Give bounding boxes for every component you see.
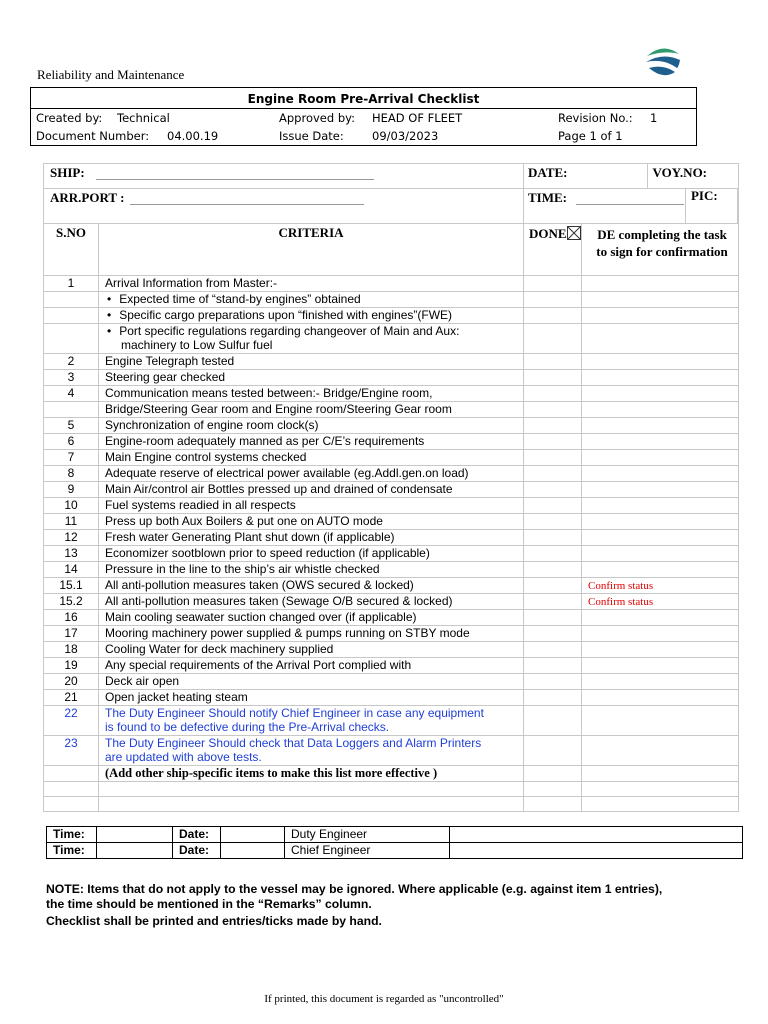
done-tick-cell[interactable] xyxy=(524,354,582,370)
voyage-number-label: VOY.NO: xyxy=(652,165,708,180)
blank-criteria-cell[interactable] xyxy=(99,797,524,812)
engineer-sign-cell[interactable] xyxy=(582,354,739,370)
engineer-sign-cell[interactable] xyxy=(582,546,739,562)
signature-row xyxy=(47,827,743,843)
column-header-de-confirmation: DE completing the task to sign for confirmation xyxy=(582,224,739,276)
engineer-sign-cell[interactable] xyxy=(582,276,739,292)
done-tick-cell[interactable] xyxy=(524,736,582,766)
done-tick-cell[interactable] xyxy=(524,514,582,530)
engineer-sign-cell[interactable] xyxy=(582,766,739,782)
checklist-row xyxy=(44,386,739,402)
engineer-sign-cell[interactable] xyxy=(582,514,739,530)
item-criteria xyxy=(99,514,524,530)
signature-time-field[interactable] xyxy=(97,843,173,859)
done-tick-cell[interactable] xyxy=(524,276,582,292)
created-by-value: Technical xyxy=(117,111,170,125)
ship-label: SHIP: xyxy=(50,165,85,180)
blank-number-cell[interactable] xyxy=(44,782,99,797)
engineer-sign-cell[interactable] xyxy=(582,610,739,626)
item-number: 11 xyxy=(44,514,99,530)
signature-time-label: Time: xyxy=(47,827,97,843)
checklist-row xyxy=(44,370,739,386)
engineer-sign-cell[interactable] xyxy=(582,498,739,514)
item-criteria xyxy=(99,706,524,736)
engineer-sign-cell[interactable] xyxy=(582,690,739,706)
criteria-text: Main Air/control air Bottles pressed up and drained of condensate xyxy=(105,482,453,496)
add-items-note: (Add other ship-specific items to make this list more effective ) xyxy=(99,766,524,782)
checklist-row xyxy=(44,292,739,308)
issue-date-value: 09/03/2023 xyxy=(372,129,439,143)
item-number xyxy=(44,402,99,418)
item-number: 15.2 xyxy=(44,594,99,610)
checklist-row xyxy=(44,610,739,626)
item-criteria xyxy=(99,482,524,498)
signature-time-label: Time: xyxy=(47,843,97,859)
checklist-row xyxy=(44,674,739,690)
done-tick-cell[interactable] xyxy=(524,562,582,578)
item-number: 13 xyxy=(44,546,99,562)
engineer-sign-cell[interactable] xyxy=(582,292,739,308)
item-criteria xyxy=(99,308,524,324)
engineer-sign-cell[interactable] xyxy=(582,370,739,386)
item-criteria xyxy=(99,370,524,386)
item-number xyxy=(44,324,99,354)
done-tick-cell[interactable] xyxy=(524,594,582,610)
criteria-text: Press up both Aux Boilers & put one on AUTO mode xyxy=(105,514,383,528)
criteria-text: All anti-pollution measures taken (OWS secured & locked) xyxy=(105,578,414,592)
confirm-status-remark: Confirm status xyxy=(588,596,654,608)
done-tick-cell[interactable] xyxy=(524,674,582,690)
checklist-row xyxy=(44,324,739,354)
item-number: 4 xyxy=(44,386,99,402)
engineer-sign-cell[interactable] xyxy=(582,308,739,324)
time-field[interactable] xyxy=(576,204,684,205)
item-number: 21 xyxy=(44,690,99,706)
created-by-label: Created by: xyxy=(36,111,103,125)
checklist-row xyxy=(44,706,739,736)
item-number: 5 xyxy=(44,418,99,434)
item-number: 12 xyxy=(44,530,99,546)
item-criteria xyxy=(99,736,524,766)
checklist-row xyxy=(44,658,739,674)
signature-field[interactable] xyxy=(450,843,743,859)
engineer-sign-cell[interactable] xyxy=(582,736,739,766)
uncontrolled-document-footer: If printed, this document is regarded as "uncontrolled" xyxy=(264,993,504,1005)
item-number: 22 xyxy=(44,706,99,736)
arrival-port-label: ARR.PORT : xyxy=(50,190,125,205)
checklist-row xyxy=(44,498,739,514)
engineer-sign-cell[interactable] xyxy=(582,418,739,434)
criteria-text: Adequate reserve of electrical power available (eg.Addl.gen.on load) xyxy=(105,466,469,480)
done-tick-cell[interactable] xyxy=(524,370,582,386)
blank-number-cell[interactable] xyxy=(44,797,99,812)
criteria-text: Engine Telegraph tested xyxy=(105,354,235,368)
checklist-row xyxy=(44,626,739,642)
checklist-row xyxy=(44,482,739,498)
criteria-text: • Port specific regulations regarding changeover of Main and Aux: xyxy=(105,324,523,338)
done-tick-cell[interactable] xyxy=(524,797,582,812)
document-title: Engine Room Pre-Arrival Checklist xyxy=(247,92,480,106)
criteria-text: Fuel systems readied in all respects xyxy=(105,498,296,512)
checklist-row xyxy=(44,514,739,530)
done-tick-cell[interactable] xyxy=(524,324,582,354)
done-tick-cell[interactable] xyxy=(524,434,582,450)
done-tick-cell[interactable] xyxy=(524,766,582,782)
criteria-text: • Expected time of “stand-by engines” obtained xyxy=(105,292,523,306)
criteria-text: Deck air open xyxy=(105,674,180,688)
item-criteria xyxy=(99,324,524,354)
checklist-table xyxy=(43,163,739,812)
engineer-sign-cell[interactable] xyxy=(582,450,739,466)
company-logo-icon xyxy=(645,42,681,78)
engineer-sign-cell[interactable] xyxy=(582,626,739,642)
column-header-sno: S.NO xyxy=(44,224,99,276)
revision-value: 1 xyxy=(650,111,658,125)
engineer-sign-cell[interactable] xyxy=(582,386,739,402)
item-number: 10 xyxy=(44,498,99,514)
checklist-row xyxy=(44,418,739,434)
checklist-row xyxy=(44,642,739,658)
item-criteria xyxy=(99,418,524,434)
checkbox-icon xyxy=(567,226,581,240)
engineer-sign-cell[interactable] xyxy=(582,434,739,450)
engineer-sign-cell[interactable] xyxy=(582,658,739,674)
note-line-1: NOTE: Items that do not apply to the vessel may be ignored. Where applicable (e.g. against item 1 entries), xyxy=(46,882,663,896)
signature-time-field[interactable] xyxy=(97,827,173,843)
criteria-text: Mooring machinery power supplied & pumps running on STBY mode xyxy=(105,626,470,640)
criteria-text-continued: is found to be defective during the Pre-Arrival checks. xyxy=(105,720,390,734)
checklist-row xyxy=(44,276,739,292)
blank-row xyxy=(44,782,739,797)
approved-by-label: Approved by: xyxy=(279,111,355,125)
item-criteria xyxy=(99,594,524,610)
criteria-text: • Specific cargo preparations upon “finished with engines”(FWE) xyxy=(105,308,523,322)
item-number: 8 xyxy=(44,466,99,482)
column-header-criteria: CRITERIA xyxy=(99,224,524,276)
note-line-2: the time should be mentioned in the “Remarks” column. xyxy=(46,897,372,911)
item-number: 15.1 xyxy=(44,578,99,594)
item-criteria xyxy=(99,578,524,594)
checklist-row xyxy=(44,736,739,766)
done-tick-cell[interactable] xyxy=(524,610,582,626)
add-items-row xyxy=(44,766,739,782)
item-criteria xyxy=(99,434,524,450)
signature-date-field[interactable] xyxy=(221,827,285,843)
item-criteria xyxy=(99,530,524,546)
item-number: 19 xyxy=(44,658,99,674)
column-header-done: DONE xyxy=(529,226,567,241)
pic-label: PIC: xyxy=(690,188,718,203)
header-divider xyxy=(31,108,696,109)
checklist-row xyxy=(44,308,739,324)
engineer-sign-cell[interactable] xyxy=(582,324,739,354)
checklist-row xyxy=(44,578,739,594)
item-number: 23 xyxy=(44,736,99,766)
revision-label: Revision No.: xyxy=(558,111,633,125)
criteria-text: Arrival Information from Master:- xyxy=(105,276,278,290)
criteria-text: Main cooling seawater suction changed over (if applicable) xyxy=(105,610,417,624)
signature-role: Chief Engineer xyxy=(285,843,450,859)
done-tick-cell[interactable] xyxy=(524,782,582,797)
document-number-label: Document Number: xyxy=(36,129,150,143)
time-label: TIME: xyxy=(528,190,568,205)
checklist-row xyxy=(44,402,739,418)
engineer-sign-cell[interactable] xyxy=(582,530,739,546)
done-tick-cell[interactable] xyxy=(524,466,582,482)
checklist-row xyxy=(44,546,739,562)
checklist-row xyxy=(44,562,739,578)
criteria-text: Open jacket heating steam xyxy=(105,690,248,704)
item-number: 9 xyxy=(44,482,99,498)
item-number: 16 xyxy=(44,610,99,626)
item-criteria xyxy=(99,658,524,674)
blank-criteria-cell[interactable] xyxy=(99,782,524,797)
note-line-3: Checklist shall be printed and entries/ticks made by hand. xyxy=(46,914,382,928)
item-criteria xyxy=(99,498,524,514)
done-tick-cell[interactable] xyxy=(524,386,582,402)
checklist-row xyxy=(44,466,739,482)
criteria-text: Steering gear checked xyxy=(105,370,226,384)
ship-field[interactable] xyxy=(96,179,374,180)
engineer-sign-cell[interactable] xyxy=(582,797,739,812)
done-tick-cell[interactable] xyxy=(524,706,582,736)
done-tick-cell[interactable] xyxy=(524,546,582,562)
criteria-text: Economizer sootblown prior to speed reduction (if applicable) xyxy=(105,546,430,560)
engineer-sign-cell[interactable] xyxy=(582,782,739,797)
signature-date-field[interactable] xyxy=(221,843,285,859)
signature-date-label: Date: xyxy=(173,843,221,859)
criteria-text-continued: machinery to Low Sulfur fuel xyxy=(121,338,273,352)
checklist-row xyxy=(44,354,739,370)
signature-role: Duty Engineer xyxy=(285,827,450,843)
checklist-row xyxy=(44,450,739,466)
page-number: Page 1 of 1 xyxy=(558,129,623,143)
criteria-text: Fresh water Generating Plant shut down (if applicable) xyxy=(105,530,395,544)
item-number: 3 xyxy=(44,370,99,386)
item-criteria xyxy=(99,626,524,642)
done-tick-cell[interactable] xyxy=(524,292,582,308)
item-number: 6 xyxy=(44,434,99,450)
engineer-sign-cell[interactable] xyxy=(582,594,739,610)
blank-row xyxy=(44,797,739,812)
engineer-sign-cell[interactable] xyxy=(582,674,739,690)
criteria-text: All anti-pollution measures taken (Sewage O/B secured & locked) xyxy=(105,594,453,608)
item-number: 1 xyxy=(44,276,99,292)
item-criteria xyxy=(99,610,524,626)
item-number: 20 xyxy=(44,674,99,690)
done-tick-cell[interactable] xyxy=(524,530,582,546)
item-number: 7 xyxy=(44,450,99,466)
done-tick-cell[interactable] xyxy=(524,578,582,594)
signature-row xyxy=(47,843,743,859)
done-tick-cell[interactable] xyxy=(524,418,582,434)
criteria-text: The Duty Engineer Should notify Chief Engineer in case any equipment xyxy=(105,706,484,720)
organization-heading: Reliability and Maintenance xyxy=(37,67,185,82)
criteria-text: Communication means tested between:- Bridge/Engine room, xyxy=(105,386,433,400)
engineer-sign-cell[interactable] xyxy=(582,578,739,594)
engineer-sign-cell[interactable] xyxy=(582,402,739,418)
item-criteria xyxy=(99,674,524,690)
signature-date-label: Date: xyxy=(173,827,221,843)
date-label: DATE: xyxy=(528,165,568,180)
done-tick-cell[interactable] xyxy=(524,308,582,324)
item-criteria xyxy=(99,354,524,370)
document-number-value: 04.00.19 xyxy=(167,129,219,143)
approved-by-value: HEAD OF FLEET xyxy=(372,111,463,125)
done-tick-cell[interactable] xyxy=(524,690,582,706)
criteria-text: The Duty Engineer Should check that Data Loggers and Alarm Printers xyxy=(105,736,482,750)
criteria-text: Any special requirements of the Arrival Port complied with xyxy=(105,658,412,672)
done-tick-cell[interactable] xyxy=(524,482,582,498)
item-criteria xyxy=(99,450,524,466)
engineer-sign-cell[interactable] xyxy=(582,482,739,498)
checklist-row xyxy=(44,690,739,706)
done-tick-cell[interactable] xyxy=(524,626,582,642)
criteria-text: Cooling Water for deck machinery supplied xyxy=(105,642,334,656)
done-tick-cell[interactable] xyxy=(524,450,582,466)
criteria-text: Main Engine control systems checked xyxy=(105,450,307,464)
item-criteria xyxy=(99,402,524,418)
item-number: 17 xyxy=(44,626,99,642)
done-tick-cell[interactable] xyxy=(524,402,582,418)
confirm-status-remark: Confirm status xyxy=(588,580,654,592)
issue-date-label: Issue Date: xyxy=(279,129,344,143)
item-criteria xyxy=(99,690,524,706)
item-criteria xyxy=(99,386,524,402)
item-criteria xyxy=(99,562,524,578)
engineer-sign-cell[interactable] xyxy=(582,642,739,658)
item-criteria xyxy=(99,546,524,562)
item-criteria xyxy=(99,466,524,482)
criteria-text: Synchronization of engine room clock(s) xyxy=(105,418,319,432)
item-number xyxy=(44,766,99,782)
engineer-sign-cell[interactable] xyxy=(582,562,739,578)
criteria-text-continued: are updated with above tests. xyxy=(105,750,262,764)
signature-field[interactable] xyxy=(450,827,743,843)
done-tick-cell[interactable] xyxy=(524,658,582,674)
engineer-sign-cell[interactable] xyxy=(582,466,739,482)
arrival-port-field[interactable] xyxy=(130,204,364,205)
criteria-text: Pressure in the line to the ship’s air whistle checked xyxy=(105,562,380,576)
item-number: 14 xyxy=(44,562,99,578)
checklist-row xyxy=(44,434,739,450)
checklist-row xyxy=(44,594,739,610)
item-number: 18 xyxy=(44,642,99,658)
done-tick-cell[interactable] xyxy=(524,498,582,514)
item-number xyxy=(44,292,99,308)
criteria-text: Engine-room adequately manned as per C/E’s requirements xyxy=(105,434,425,448)
done-tick-cell[interactable] xyxy=(524,642,582,658)
item-criteria xyxy=(99,642,524,658)
item-number: 2 xyxy=(44,354,99,370)
item-criteria xyxy=(99,292,524,308)
engineer-sign-cell[interactable] xyxy=(582,706,739,736)
checklist-row xyxy=(44,530,739,546)
item-criteria xyxy=(99,276,524,292)
criteria-text: Bridge/Steering Gear room and Engine room/Steering Gear room xyxy=(105,402,452,416)
item-number xyxy=(44,308,99,324)
signature-table xyxy=(46,826,743,859)
